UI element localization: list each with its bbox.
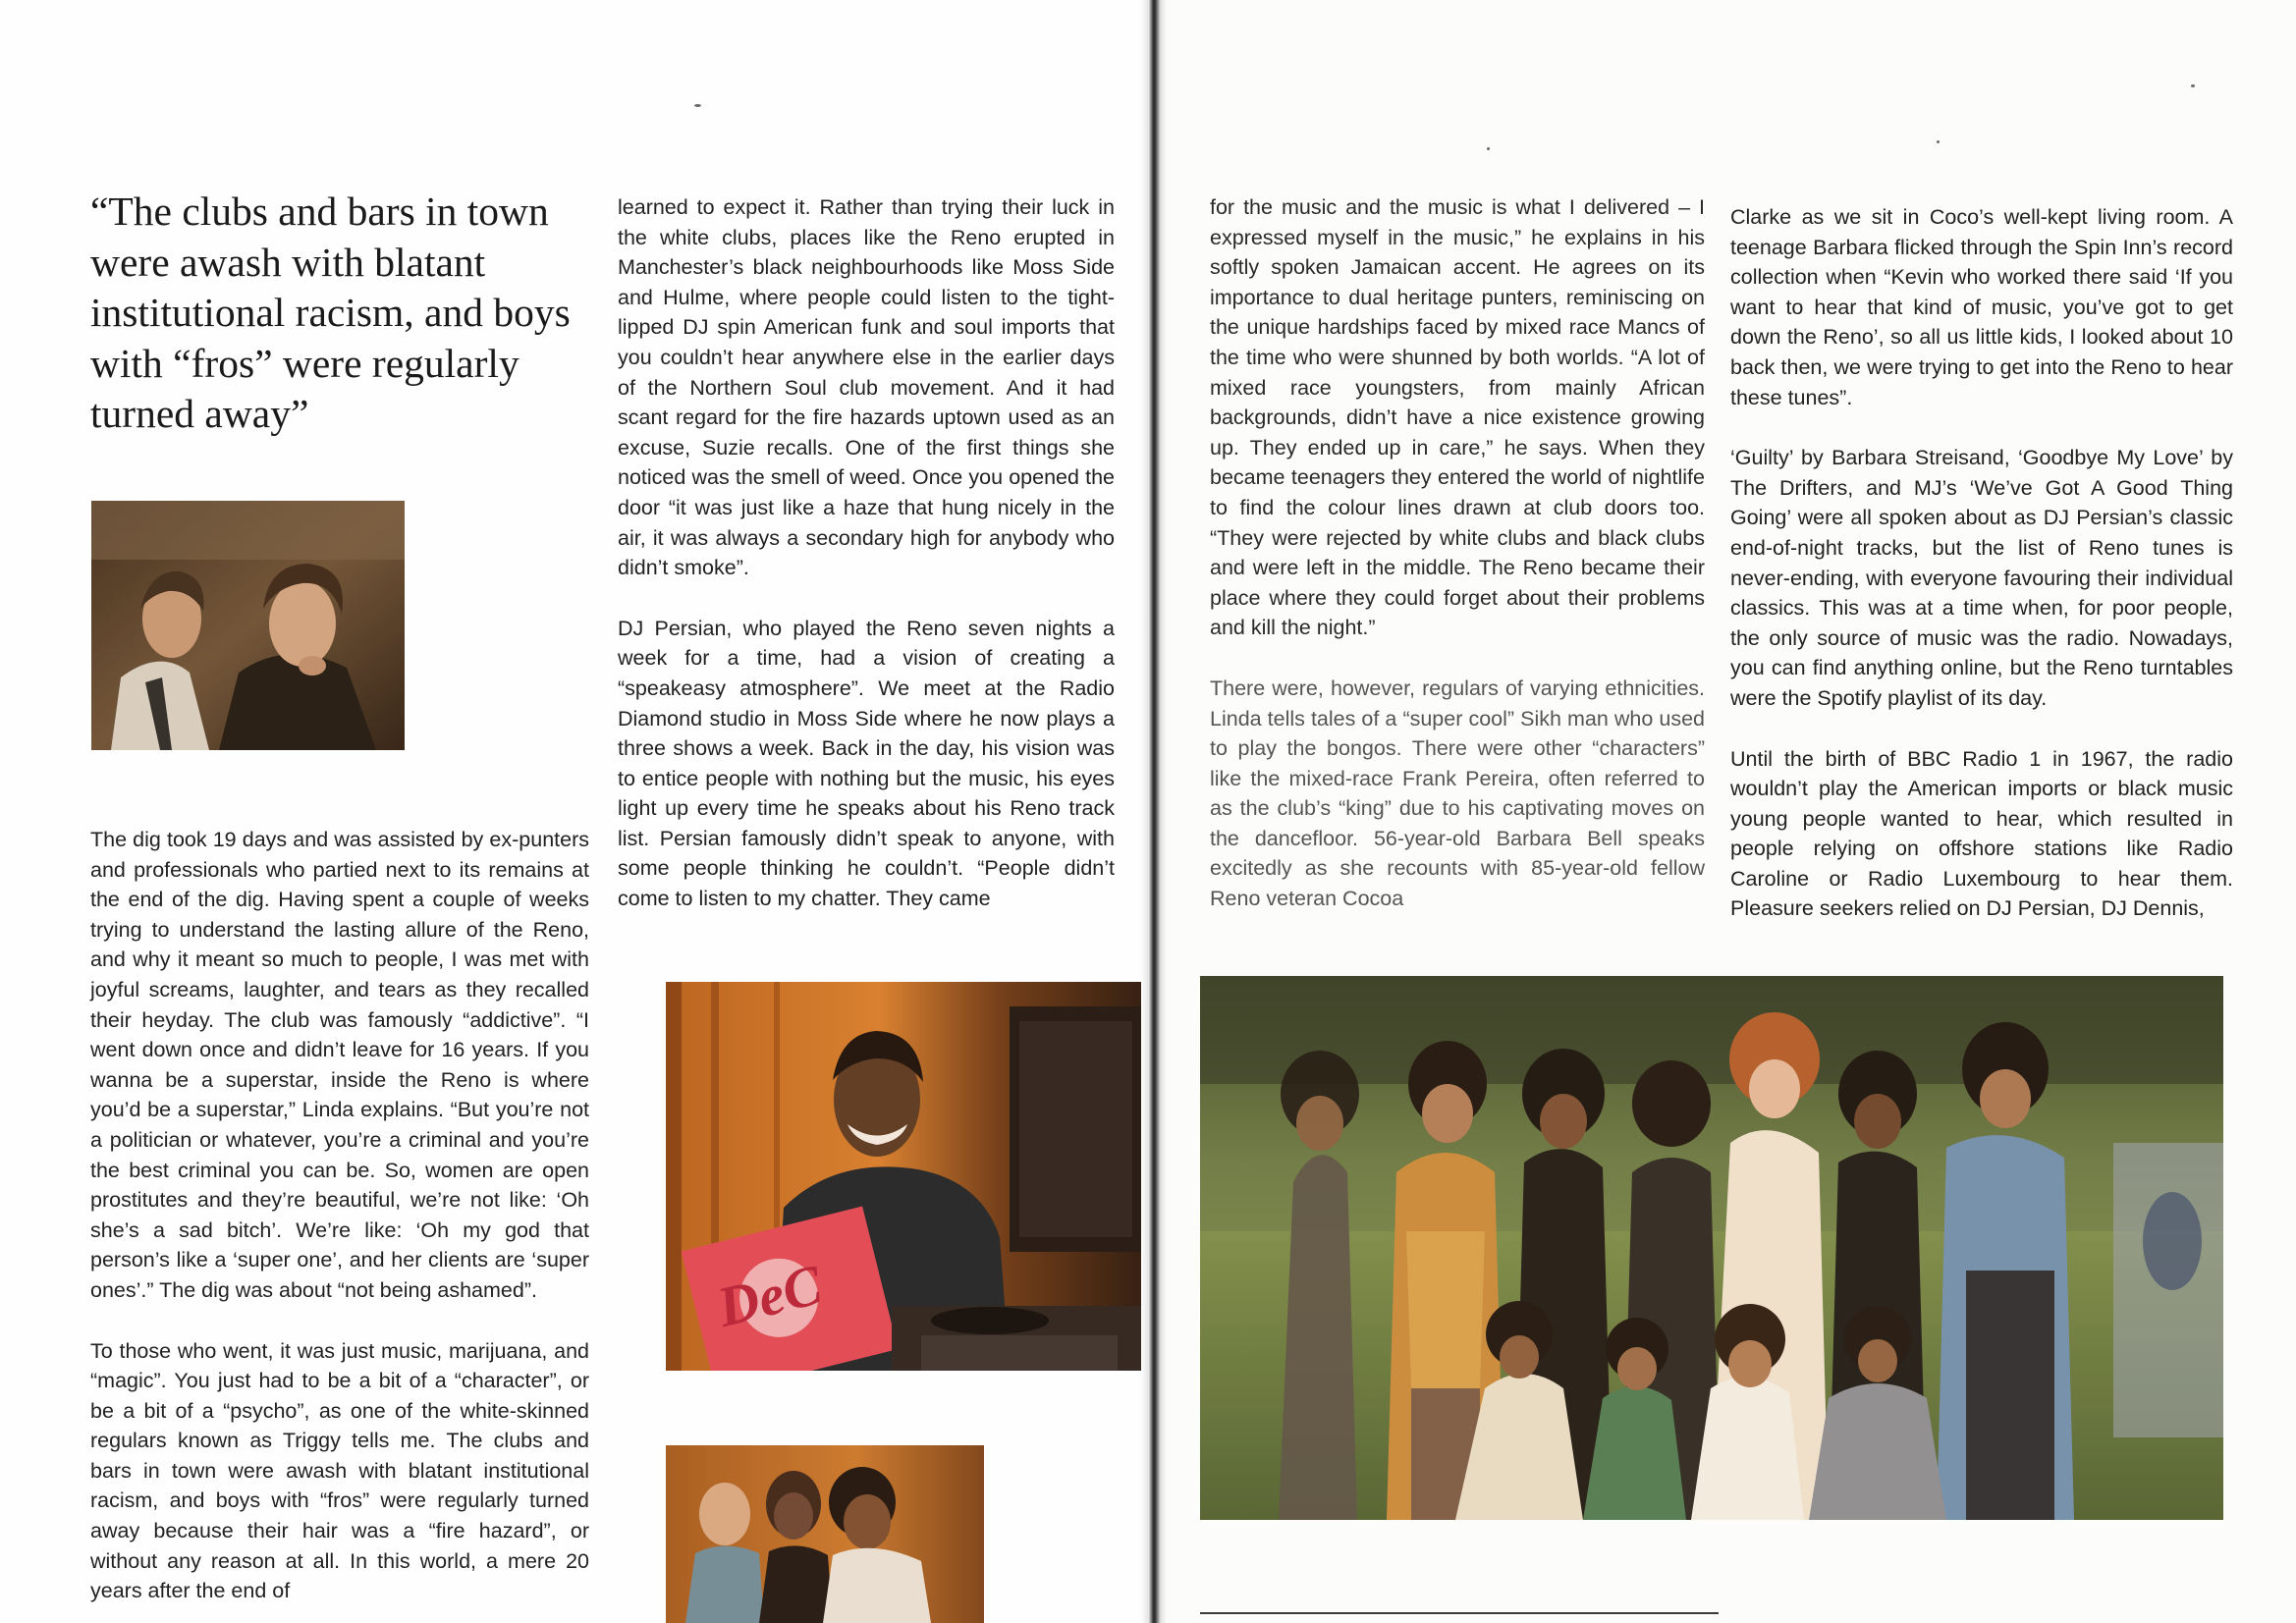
paragraph: The dig took 19 days and was assisted by ex-punters and professionals who partied next to its remains at the end of the dig. Having spent a couple of weeks trying to understand the lasting allure of the Reno, and why it meant so much to people, I was met with joyful screams, laughter, and tears as they recalled their heyday. The club was famously “addictive”. “I went down once and didn’t leave for 16 years. If you wanna be a superstar, inside the Reno is where you’d be a superstar,” Linda explains. “But you’re not a politician or whatever, you’re a criminal and you’re the best criminal you can be. So, women are open prostitutes and they’re beautiful, we’re not like: ‘Oh she’s a sad bitch’. We’re like: ‘Oh my god that person’s like a ‘super one’, and her clients are ‘super ones’.” The dig was about “not being ashamed”. (90, 828, 589, 1302)
article-column-4 (1730, 202, 2233, 924)
photo-dj-with-record (666, 982, 1141, 1371)
paragraph: for the music and the music is what I delivered – I expressed myself in the music,” he explains in his softly spoken Jamaican accent. He agrees on its importance to dual heritage punters, reminiscing on the unique hardships faced by mixed race Mancs of the time who were shunned by both worlds. “A lot of mixed race youngsters, from mainly African backgrounds, didn’t have a nice existence growing up. They ended up in care,” he says. When they became teenagers they entered the world of nightlife to find the colour lines drawn at club doors too. “They were rejected by white clubs and black clubs and were left in the middle. The Reno became their place where they could forget about their problems and kill the night.” (1210, 195, 1705, 640)
paragraph: There were, however, regulars of varying ethnicities. Linda tells tales of a “super cool” Sikh man who used to play the bongos. There were other “characters” like the mixed-race Frank Pereira, often referred to as the club’s “king” due to his captivating moves on the dancefloor. 56-year-old Barbara Bell speaks excitedly as she recounts with 85-year-old fellow Reno veteran Cocoa (1210, 676, 1705, 911)
paragraph: ‘Guilty’ by Barbara Streisand, ‘Goodbye My Love’ by The Drifters, and MJ’s ‘We’ve Got A Good Thing Going’ were all spoken about as DJ Persian’s classic end-of-night tracks, but the list of Reno tunes is never-ending, with everyone favouring their individual classics. This was at a time when, for poor people, the only source of music was the radio. Nowadays, you can find anything online, but the Reno turntables were the Spotify playlist of its day. (1730, 446, 2233, 710)
article-column-1 (90, 825, 589, 1606)
pull-quote: “The clubs and bars in town were awash with blatant institutional racism, and boys with “fros” were regularly turned away” (90, 189, 571, 436)
article-column-2 (618, 192, 1115, 914)
photo-large-group-outdoors (1200, 976, 2223, 1520)
scan-speck (1937, 140, 1940, 143)
scan-speck (1487, 147, 1490, 150)
photo-group-at-bar-icon (666, 1445, 984, 1623)
scan-speck (694, 104, 701, 107)
photo-two-young-men-at-club-icon (91, 501, 405, 750)
photo-large-group-outdoors-icon (1200, 976, 2223, 1520)
paragraph: DJ Persian, who played the Reno seven nights a week for a time, had a vision of creating a “speakeasy atmosphere”. We meet at the Radio Diamond studio in Moss Side where he now plays a three shows a week. Back in the day, his vision was to entice people with nothing but the music, his eyes light up every time he speaks about his Reno track list. Persian famously didn’t speak to anyone, with some people thinking he couldn’t. “People didn’t come to listen to my chatter. They came (618, 616, 1115, 911)
paragraph: learned to expect it. Rather than trying their luck in the white clubs, places like the Reno erupted in Manchester’s black neighbourhoods like Moss Side and Hulme, where people could listen to the tight-lipped DJ spin American funk and soul imports that you couldn’t hear anywhere else in the earlier days of the Northern Soul club movement. And it had scant regard for the fire hazards uptown used as an excuse, Suzie recalls. One of the first things she noticed was the smell of weed. Once you opened the door “it was just like a haze that hung nicely in the air, it was always a secondary high for anybody who didn’t smoke”. (618, 195, 1115, 580)
page-gutter (1141, 0, 1167, 1623)
bottom-rule (1200, 1612, 1719, 1614)
paragraph: Clarke as we sit in Coco’s well-kept living room. A teenage Barbara flicked through the Spin Inn’s record collection when “Kevin who worked there said ‘If you want to hear that kind of music, you’ve got to get down the Reno’, so all us little kids, I looked about 10 back then, we were trying to get into the Reno to hear these tunes”. (1730, 205, 2233, 409)
article-column-3 (1210, 192, 1705, 914)
photo-group-at-bar (666, 1445, 984, 1623)
paragraph: To those who went, it was just music, marijuana, and “magic”. You just had to be a bit of a “character”, or be a bit of a “psycho”, as one of the white-skinned regulars known as Triggy tells me. The clubs and bars in town were awash with blatant institutional racism, and boys with “fros” were regularly turned away because their hair was a “fire hazard”, or without any reason at all. In this world, a mere 20 years after the end of (90, 1338, 589, 1603)
photo-dj-holding-record-icon (666, 982, 1141, 1371)
photo-two-young-men (91, 501, 405, 750)
paragraph: Until the birth of BBC Radio 1 in 1967, the radio wouldn’t play the American imports or black music young people wanted to hear, which resulted in people relying on offshore stations like Radio Caroline or Radio Luxembourg to hear them. Pleasure seekers relied on DJ Persian, DJ Dennis, (1730, 746, 2233, 921)
scan-speck (2191, 84, 2195, 87)
record-label-text: DeC (711, 1252, 828, 1339)
